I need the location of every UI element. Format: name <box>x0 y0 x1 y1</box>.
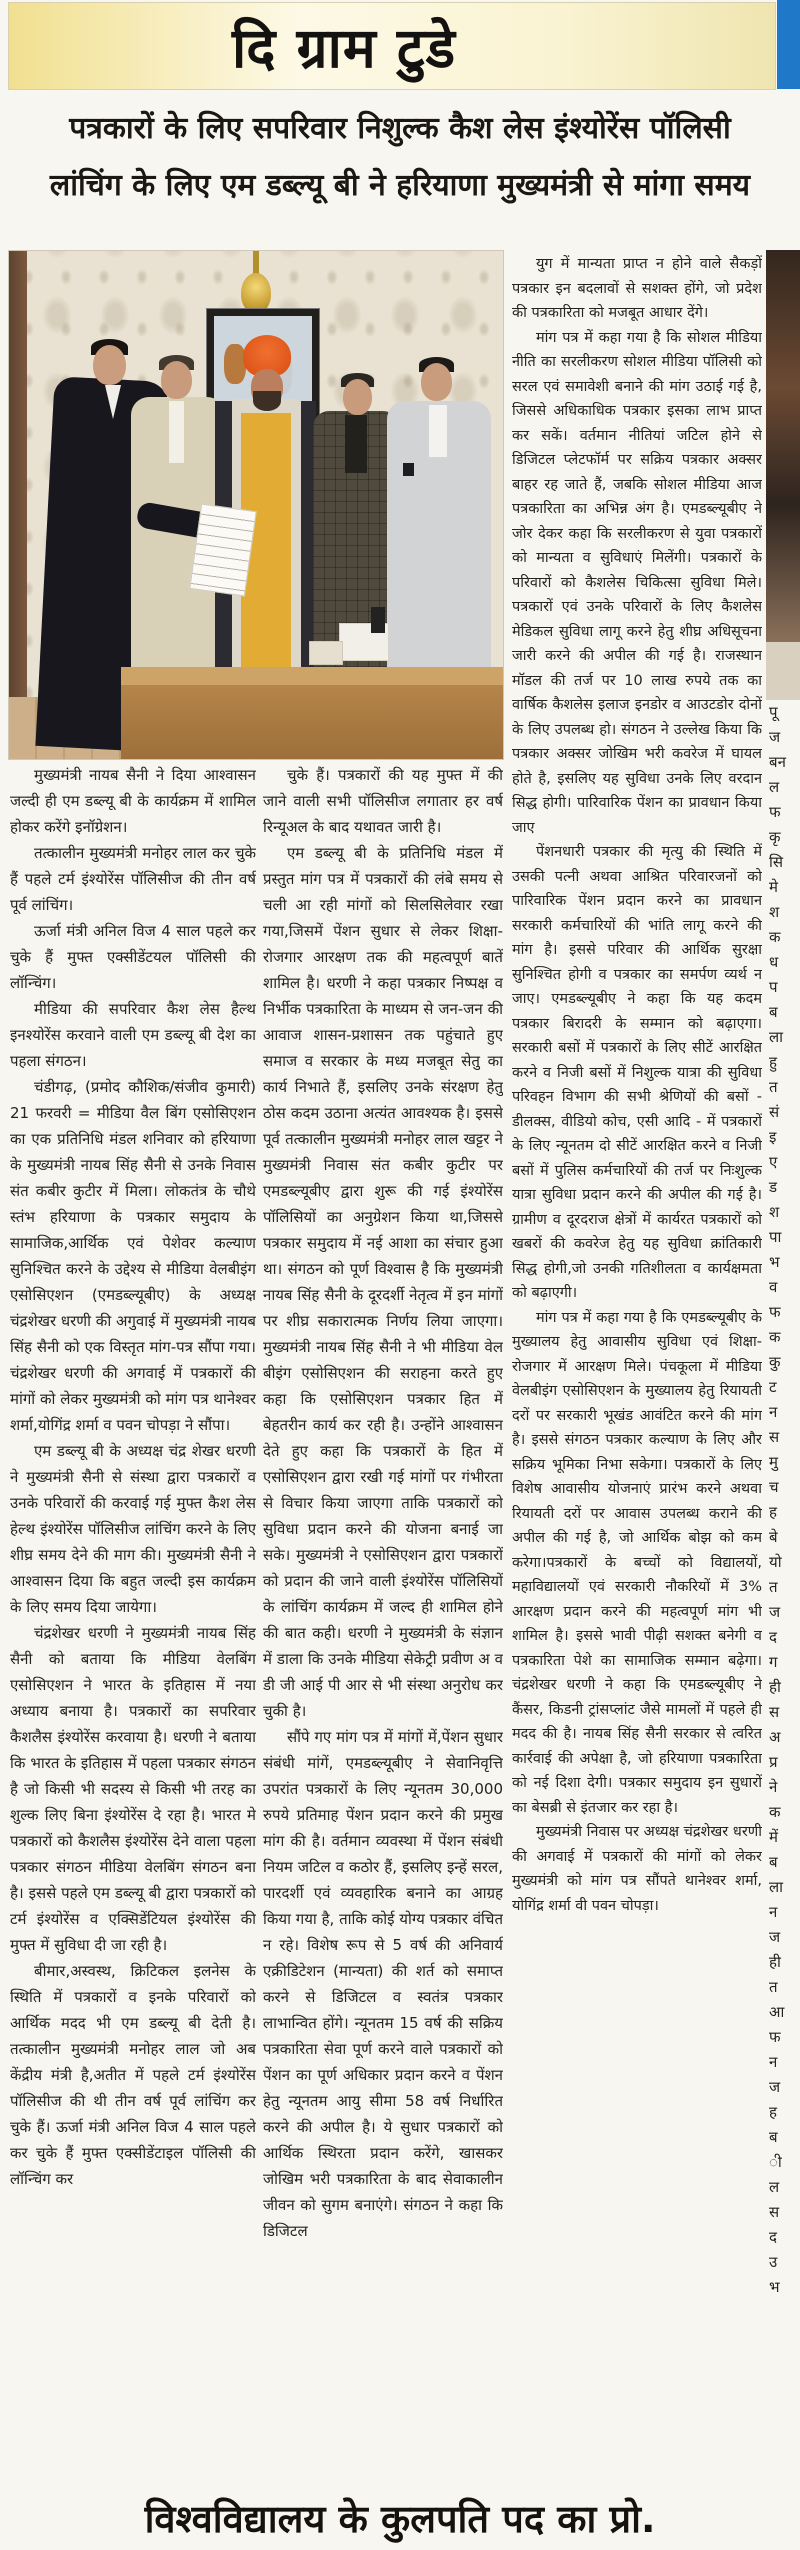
article-paragraph: चंडीगढ़, (प्रमोद कौशिक/संजीव कुमारी) 21 फरवरी = मीडिया वैल बिंग एसोसिएशन का एक प्रतिनिधि मंडल शनिवार को हरियाणा के मुख्यमंत्री नायब सिंह सैनी से उनके निवास संत कबीर कुटीर में मिला। लोकतंत्र के चौथे स्तंभ हरियाणा के पत्रकार समुदाय के सामाजिक,आर्थिक एवं पेशेवर कल्याण सुनिश्चित करने के उद्देश्य से मीडिया वेलबीइंग एसोसिएशन (एमडब्ल्यूबीए) के अध्यक्ष चंद्रशेखर धरणी की अगुवाई में मुख्यमंत्री नायब सिंह सैनी को एक विस्तृत मांग-पत्र सौंपा गया। चंद्रशेखर धरणी की अगवाई में पत्रकारों की मांगों को लेकर मुख्यमंत्री को मांग पत्र थानेश्वर शर्मा,योगिंद्र शर्मा व पवन चोपड़ा ने सौंपा। <box>10 1078 256 1434</box>
article-paragraph: ऊर्जा मंत्री अनिल विज 4 साल पहले कर चुके हैं मुफ्त एक्सीडेंटयल पॉलिसी की लॉन्चिंग। <box>10 922 256 992</box>
person-1-head <box>93 345 126 385</box>
article-paragraph: एम डब्ल्यू बी के अध्यक्ष चंद्र शेखर धरणी ने मुख्यमंत्री सैनी से संस्था द्वारा पत्रकारों व उनके परिवारों की करवाई गई मुफ्त कैश लेस हेल्थ इंश्योरेंस पॉलिसीज लांचिंग करने के लिए शीघ्र समय देने की माग की। मुख्यमंत्री सैनी ने आश्वासन दिया कि बहुत जल्दी इस कार्यक्रम के लिए समय दिया जायेगा। <box>10 1442 256 1616</box>
office-desk <box>121 667 503 685</box>
article-paragraph: एम डब्ल्यू बी के प्रतिनिधि मंडल में प्रस्तुत मांग पत्र में पत्रकारों की लंबे समय से चली आ रही मांगों को सिलसिलेवार रखा गया,जिसमें पेंशन सुधार से लेकर शिक्षा-रोजगार आरक्षण तक की महत्वपूर्ण बातें शामिल है। धरणी ने कहा पत्रकार निष्पक्ष व निर्भीक पत्रकारिता के माध्यम से जन-जन की आवाज शासन-प्रशासन तक पहुंचाते हुए समाज व सरकार के मध्य मजबूत सेतु का कार्य निभाते हैं, इसलिए उनके संरक्षण हेतु ठोस कदम उठाना अत्यंत आवश्यक है। इससे पूर्व तत्कालीन मुख्यमंत्री मनोहर लाल खट्टर ने मुख्यमंत्री निवास संत कबीर कुटीर पर एमडब्ल्यूबीए द्वारा शुरू की गई इंश्योरेंस पॉलिसियों का अनुग्रेशन किया था,जिससे पत्रकार समुदाय में नई आशा का संचार हुआ था। संगठन को पूर्ण विश्वास है कि मुख्यमंत्री नायब सिंह सैनी के दूरदर्शी नेतृत्व में इन मांगों पर शीघ्र सकारात्मक निर्णय लिया जाएगा। मुख्यमंत्री नायब सिंह सैनी ने भी मीडिया वेल बीइंग एसोसिएशन की सराहना करते हुए कहा कि एसोसिएशन पत्रकार हित में बेहतरीन कार्य कर रही है। उन्होंने आश्वासन देते हुए कहा कि पत्रकारों के हित में एसोसिएशन द्वारा रखी गई मांगों पर गंभीरता से विचार किया जाएगा ताकि पत्रकारों को सुविधा प्रदान करने की योजना बनाई जा सके। मुख्यमंत्री ने एसोसिएशन द्वारा पत्रकारों को प्रदान की जाने वाली इंश्योरेंस पॉलिसियों के लांचिंग कार्यक्रम में जल्द ही शामिल होने की बात कही। धरणी ने मुख्यमंत्री के संज्ञान में डाला कि उनके मीडिया सेकेट्री प्रवीण अ व डी जी आई पी आर से भी संस्था अनुरोध कर चुकी है। <box>263 844 503 1720</box>
article-paragraph: मुख्यमंत्री नायब सैनी ने दिया आश्वासन जल्दी ही एम डब्ल्यू बी के कार्यक्रम में शामिल होकर करेंगे इनॉग्रेशन। <box>10 766 256 836</box>
newspaper-title: दि ग्राम टुडे <box>231 15 457 80</box>
person-4-head <box>343 379 372 415</box>
next-article-headline: विश्वविद्यालय के कुलपति पद का प्रो. <box>144 2497 656 2541</box>
chandelier-icon <box>241 273 271 313</box>
edge-column-fragments: पू ज बन ल फ कृ सि मे श क ध प ब ला हु त सं इ ए ड श पा भ व फ क कु ट न स मु च ह बे यो त ज द ग ही स अ प्र ने क में ब ला न ज ही त आ फ न ज ह ब ी ल स द उ भ <box>769 703 786 2296</box>
article-paragraph: सौंपे गए मांग पत्र में मांगों में,पेंशन सुधार संबंधी मांगें, एमडब्ल्यूबीए ने सेवानिवृत्ति उपरांत पत्रकारों के लिए न्यूनतम 30,000 रुपये प्रतिमाह पेंशन प्रदान करने की प्रमुख मांग की है। वर्तमान व्यवस्था में पेंशन संबंधी नियम जटिल व कठोर हैं, इसलिए इन्हें सरल, पारदर्शी एवं व्यवहारिक बनाने का आग्रह किया गया है, ताकि कोई योग्य पत्रकार वंचित न रहे। विशेष रूप से 5 वर्ष की अनिवार्य एक्रीडिटेशन (मान्यता) की शर्त को समाप्त करने से डिजिटल व स्वतंत्र पत्रकार लाभान्वित होंगे। न्यूनतम 15 वर्ष की सक्रिय पत्रकारिता सेवा पूर्ण करने वाले पत्रकारों को पेंशन का पूर्ण अधिकार प्रदान करने व पेंशन हेतु न्यूनतम आयु सीमा 58 वर्ष निर्धारित करने की अपील है। ये सुधार पत्रकारों को आर्थिक स्थिरता प्रदान करेंगे, खासकर जोखिम भरी पत्रकारिता के बाद सेवाकालीन जीवन को सुगम बनाएंगे। संगठन ने कहा कि डिजिटल <box>263 1728 503 2240</box>
article-paragraph: मांग पत्र में कहा गया है कि एमडब्ल्यूबीए के मुख्यालय हेतु आवासीय सुविधा एवं शिक्षा- रोजगार में आरक्षण मिले। पंचकूला में मीडिया वेलबीइंग एसोसिएशन के मुख्यालय हेतु रियायती दरों पर सरकारी भूखंड आवंटित करने की मांग है। इससे संगठन पत्रकार कल्याण के लिए और सक्रिय भूमिका निभा सकेगा। पत्रकारों के लिए विशेष आवासीय योजनाएं प्रारंभ करने अथवा रियायती दरों पर आवास उपलब्ध कराने की अपील की गई है, जो आर्थिक बोझ को कम करेगा।पत्रकारों के बच्चों को विद्यालयों, महाविद्यालयों एवं सरकारी नौकरियों में 3% आरक्षण प्रदान करने की महत्वपूर्ण मांग भी शामिल है। इससे भावी पीढ़ी सशक्त बनेगी व पत्रकारिता पेशे का सामाजिक सम्मान बढ़ेगा। चंद्रशेखर धरणी ने कहा कि एमडब्ल्यूबीए ने कैंसर, किडनी ट्रांसप्लांट जैसे मामलों में पहले ही मदद की है। नायब सिंह सैनी सरकार से त्वरित कार्रवाई की अपेक्षा है, जो हरियाणा पत्रकारिता को नई दिशा देगी। पत्रकार समुदाय इन सुधारों का बेसब्री से इंतजार कर रहा है। <box>512 1309 762 1816</box>
article-paragraph: बीमार,अस्वस्थ, क्रिटिकल इलनेस के स्थिति में पत्रकारों व इनके परिवारों को आर्थिक मदद भी एम डब्ल्यू बी देती है। तत्कालीन मुख्यमंत्री मनोहर लाल जो अब केंद्रीय मंत्री है,अतीत में पहले टर्म इंश्योरेंस पॉलिसीज की थी तीन वर्ष पूर्व लांचिंग कर चुके हैं। ऊर्जा मंत्री अनिल विज 4 साल पहले कर चुके हैं मुफ्त एक्सीडेंटाइल पॉलिसी की लॉन्चिंग कर <box>10 1962 256 2188</box>
article-photo <box>8 250 504 760</box>
person-5-head <box>421 363 452 401</box>
article-paragraph: तत्कालीन मुख्यमंत्री मनोहर लाल कर चुके हैं पहले टर्म इंश्योरेंस पॉलिसीज की तीन वर्ष पूर्व लांचिंग। <box>10 844 256 914</box>
headline-line-1: पत्रकारों के लिए सपरिवार निशुल्क कैश लेस इंश्योरेंस पॉलिसी <box>69 111 731 146</box>
photo-caption: मुख्यमंत्री निवास पर अध्यक्ष चंद्रशेखर धरणी की अगवाई में पत्रकारों की मांगों को लेकर मुख्यमंत्री को मांग पत्र सौंपते थानेश्वर शर्मा, योगिंद्र शर्मा वी पवन चोपड़ा। <box>512 1824 762 1914</box>
masthead <box>8 2 776 90</box>
article-paragraph: चुके हैं। पत्रकारों की यह मुफ्त में की जाने वाली सभी पॉलिसीज लगातार हर वर्ष रिन्यूअल के बाद यथावत जारी है। <box>263 766 503 836</box>
article-paragraph: युग में मान्यता प्राप्त न होने वाले सैकड़ों पत्रकार इन बदलावों से सशक्त होंगे, जो प्रदेश की पत्रकारिता को मजबूत आधार देंगे। <box>512 256 762 321</box>
article-headline <box>6 100 794 214</box>
article-column-1 <box>10 762 256 2502</box>
headline-line-2: लांचिंग के लिए एम डब्ल्यू बी ने हरियाणा मुख्यमंत्री से मांगा समय <box>49 168 751 203</box>
edge-photo-fragment <box>766 250 800 642</box>
article-paragraph: पेंशनधारी पत्रकार की मृत्यु की स्थिति में उसकी पत्नी अथवा आश्रित परिवारजनों को पारिवारिक पेंशन प्रदान करने का प्रावधान सरकारी कर्मचारियों की भांति लागू करने की मांग है। इससे परिवार की आर्थिक सुरक्षा सुनिश्चित होगी व पत्रकार का समर्पण व्यर्थ न जाए। एमडब्ल्यूबीए ने कहा कि यह कदम पत्रकार बिरादरी के सम्मान को बढ़ाएगा। सरकारी बसों में पत्रकारों के लिए सीटें आरक्षित करने व निजी बसों में निशुल्क यात्रा की सुविधा परिवहन विभाग की सभी श्रेणियों की बसों - डीलक्स, वीडियो कोच, एसी आदि - में पत्रकारों के लिए न्यूनतम दो सीटें आरक्षित करने व निजी बसों में पुलिस कर्मचारियों की तर्ज पर निःशुल्क यात्रा सुविधा प्रदान करने की अपील की गई है। ग्रामीण व दूरदराज क्षेत्रों में कार्यरत पत्रकारों को खबरों की कवरेज हेतु यह सुविधा क्रांतिकारी सिद्ध होगी,जो उनकी गतिशीलता व कार्यक्षमता को बढ़ाएगी। <box>512 844 762 1301</box>
article-paragraph: मीडिया की सपरिवार कैश लेस हैल्थ इनश्योरेंस करवाने वाली एम डब्ल्यू बी देश का पहला संगठन। <box>10 1000 256 1070</box>
article-paragraph: मांग पत्र में कहा गया है कि सोशल मीडिया नीति का सरलीकरण सोशल मीडिया पॉलिसी को सरल एवं समावेशी बनाने की मांग उठाई गई है, जिससे अधिकाधिक पत्रकार इसका लाभ प्राप्त कर सकें। वर्तमान नीतियां जटिल होने से डिजिटल प्लेटफॉर्म पर सक्रिय पत्रकार अक्सर बाहर रह जाते हैं, जबकि सोशल मीडिया आज पत्रकारिता का अभिन्न अंग है। एमडब्ल्यूबीए ने जोर देकर कहा कि सरलीकरण से युवा पत्रकारों को मान्यता व सुविधाएं मिलेंगी। पत्रकारों के परिवारों को कैशलेस चिकित्सा सुविधा मिले।पत्रकारों एवं उनके परिवारों के लिए कैशलेस मेडिकल सुविधा लागू करने हेतु शीघ्र अधिसूचना जारी करने की अपील की गई है। राजस्थान मॉडल की तर्ज पर 10 लाख रुपये तक का वार्षिक कैशलेस इलाज इनडोर व आउटडोर दोनों के लिए उपलब्ध हो। संगठन ने उल्लेख किया कि पत्रकार अक्सर जोखिम भरी कवरेज में घायल होते है, इसलिए यह सुविधा उनके लिए वरदान सिद्ध होगी। पारिवारिक पेंशन का प्रावधान किया जाए <box>512 329 762 836</box>
edge-column-cutoff <box>766 250 800 2502</box>
person-2-head <box>161 361 192 399</box>
office-desk <box>121 685 503 759</box>
photo-door <box>9 251 27 697</box>
article-column-2 <box>263 762 503 2502</box>
article-column-3 <box>512 252 762 2500</box>
article-paragraph: चंद्रशेखर धरणी ने मुख्यमंत्री नायब सिंह सैनी को बताया कि मीडिया वेलबिंग एसोसिएशन ने भारत के इतिहास में नया अध्याय बनाया है। पत्रकारों का सपरिवार कैशलैस इंश्योरेंस करवाया है। धरणी ने बताया कि भारत के इतिहास में पहला पत्रकार संगठन है जो किसी भी सदस्य से किसी भी तरह का शुल्क लिए बिना इंश्योरेंस दे रहा है। भारत मे पत्रकारों को कैशलैस इंश्योरेंस देने वाला पहला पत्रकार संगठन मीडिया वेलबिंग संगठन बना है। इससे पहले एम डब्ल्यू बी द्वारा पत्रकारों को टर्म इंश्योरेंस व एक्सिडेंटियल इंश्योरेंस की मुफ्त में सुविधा दी जा रही है। <box>10 1624 256 1954</box>
memorandum-paper <box>189 504 256 597</box>
corner-color-block <box>777 0 800 89</box>
